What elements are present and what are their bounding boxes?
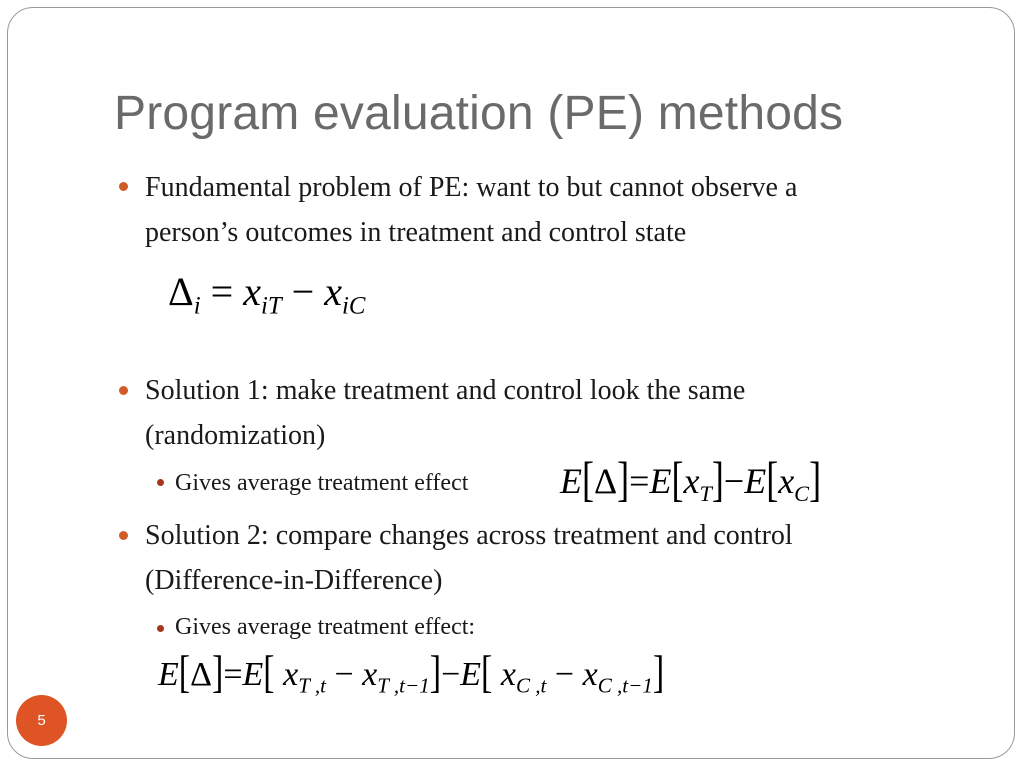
left-bracket: [ [671, 452, 684, 507]
left-bracket: [ [178, 648, 191, 698]
bullet-3-text [145, 513, 793, 603]
sub-bullet-2-text: Gives average treatment effect: [175, 614, 476, 640]
equals-sign: = [629, 461, 650, 501]
delta-subscript: i [193, 292, 201, 320]
minus-sign: − [723, 461, 745, 501]
ate-equation [560, 452, 822, 507]
x-control-current-subscript: C ,t [515, 673, 547, 698]
delta-symbol: Δ [190, 656, 212, 693]
right-bracket: ] [429, 648, 442, 698]
x-control-subscript: iC [341, 292, 366, 320]
right-bracket: ] [652, 648, 665, 698]
bullet-2-text [145, 368, 745, 458]
left-bracket: [ [766, 452, 779, 507]
left-bracket: [ [582, 452, 594, 507]
bullet-2-line-1: Solution 1: make treatment and control look the same [145, 375, 746, 406]
page-number: 5 [37, 712, 46, 729]
x-control: x [778, 461, 795, 501]
x-treatment-current-subscript: T ,t [298, 673, 326, 698]
sub-bullet-1-text: Gives average treatment effect [175, 470, 469, 496]
bullet-dot [119, 531, 128, 540]
left-bracket: [ [263, 648, 275, 698]
minus-sign: − [291, 269, 315, 314]
bullet-dot [119, 182, 128, 191]
expectation-symbol: E [649, 461, 672, 501]
bullet-1-line-1: Fundamental problem of PE: want to but cannot observe a [145, 172, 798, 203]
x-control-previous: x [582, 656, 598, 693]
bullet-2-line-2: (randomization) [145, 420, 326, 451]
x-treatment: x [683, 461, 700, 501]
x-treatment-current: x [283, 656, 299, 693]
bullet-dot [119, 386, 128, 395]
bullet-3-line-2: (Difference-in-Difference) [145, 565, 443, 596]
sub-bullet-dot [157, 479, 164, 486]
right-bracket: ] [211, 648, 224, 698]
slide-title: Program evaluation (PE) methods [114, 87, 844, 140]
expectation-symbol: E [460, 656, 482, 693]
x-treatment: x [243, 269, 261, 314]
x-treatment-previous: x [362, 656, 378, 693]
right-bracket: ] [617, 452, 630, 507]
individual-effect-equation [168, 268, 366, 320]
equals-sign: = [210, 269, 234, 314]
x-treatment-previous-subscript: T ,t−1 [377, 673, 430, 698]
x-treatment-subscript: iT [260, 292, 282, 320]
x-control-previous-subscript: C ,t−1 [597, 673, 653, 698]
equals-sign: = [223, 656, 243, 693]
x-control-current: x [500, 656, 516, 693]
expectation-symbol: E [242, 656, 264, 693]
right-bracket: ] [809, 452, 822, 507]
did-equation [158, 648, 665, 698]
minus-sign: − [554, 656, 575, 693]
minus-sign: − [334, 656, 354, 693]
expectation-symbol: E [158, 656, 179, 693]
expectation-symbol: E [744, 461, 767, 501]
left-bracket: [ [481, 648, 493, 698]
bullet-3-line-1: Solution 2: compare changes across treatment and control [145, 520, 793, 551]
page-number-badge [16, 695, 67, 746]
x-treatment-subscript: T [699, 480, 712, 506]
right-bracket: ] [711, 452, 724, 507]
minus-sign: − [441, 656, 461, 693]
delta-symbol: Δ [594, 461, 618, 501]
sub-bullet-dot [157, 625, 164, 632]
delta-symbol: Δ [168, 269, 194, 314]
x-control: x [324, 269, 342, 314]
x-control-subscript: C [794, 480, 810, 506]
bullet-1-text [145, 165, 797, 255]
bullet-1-line-2: person’s outcomes in treatment and control state [145, 217, 687, 248]
expectation-symbol: E [560, 461, 582, 501]
